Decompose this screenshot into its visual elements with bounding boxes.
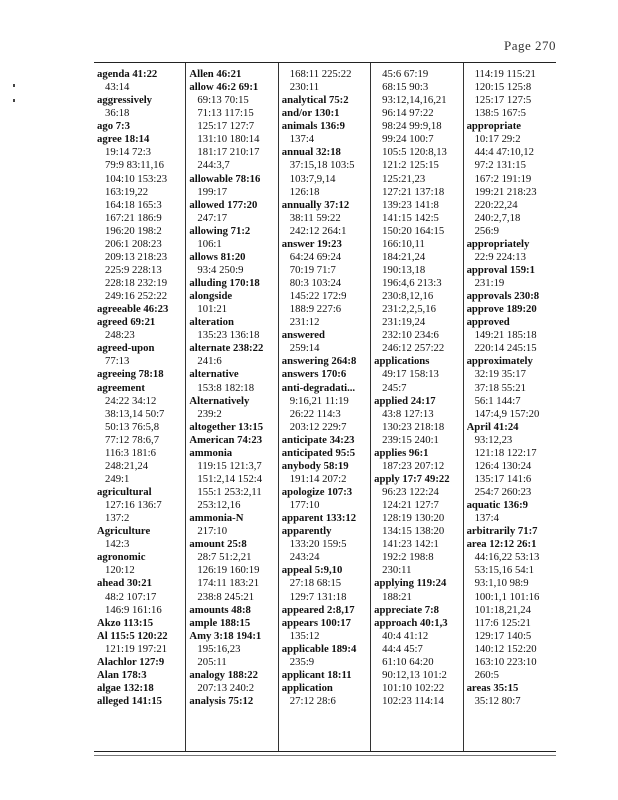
index-term: approved (466, 316, 510, 329)
page-line-refs: 79:9 83:11,16 (105, 159, 164, 172)
page-line-refs: 141:23 142:1 (382, 538, 439, 551)
page-line-refs: 230:11 (289, 81, 320, 94)
page-line-refs: 68:15 90:3 (382, 81, 429, 94)
page-line-refs: 120:12 (105, 564, 135, 577)
index-term: allowing 71:2 (189, 224, 251, 237)
page-line-refs: 256:9 (474, 224, 499, 237)
index-term: alteration (189, 316, 234, 329)
page-line-refs: 135:12 (289, 629, 320, 642)
page-line-refs: 125:17 127:7 (197, 120, 255, 133)
page-line-refs: 106:1 (197, 237, 222, 250)
page-line-refs: 192:2 198:8 (382, 551, 434, 564)
index-column-4 (371, 63, 463, 751)
page-line-refs: 188:21 (382, 590, 412, 603)
index-term: algae 132:18 (97, 681, 154, 694)
index-term: ahead 30:21 (97, 577, 152, 590)
index-term: alleged 141:15 (97, 695, 163, 707)
page-line-refs: 243:24 (289, 551, 320, 564)
index-term: American 74:23 (189, 433, 263, 446)
index-term: agreeing 78:18 (97, 368, 164, 381)
page-line-refs: 56:1 144:7 (474, 394, 521, 407)
page-line-refs: 49:17 158:13 (382, 368, 439, 381)
page-line-refs: 241:6 (197, 355, 222, 368)
index-term: arbitrarily 71:7 (466, 525, 538, 538)
index-term: annual 32:18 (281, 146, 341, 159)
index-term: aquatic 136:9 (466, 499, 529, 512)
page-line-refs: 93:1,10 98:9 (474, 577, 529, 590)
index-term: alluding 170:18 (189, 277, 260, 289)
page-line-refs: 188:9 227:6 (289, 303, 342, 316)
page-line-refs: 45:6 67:19 (382, 68, 429, 80)
index-term: alternative (189, 368, 239, 381)
page-line-refs: 230:11 (382, 564, 412, 577)
page-line-refs: 116:3 181:6 (105, 446, 156, 459)
index-term: annually 37:12 (281, 198, 350, 211)
index-term: apparently (281, 525, 332, 538)
index-term: answer 19:23 (281, 237, 342, 250)
page-line-refs: 196:4,6 213:3 (382, 277, 442, 289)
index-term: anybody 58:19 (281, 459, 349, 472)
page-line-refs: 130:23 218:18 (382, 420, 445, 433)
page-line-refs: 117:6 125:21 (474, 616, 531, 629)
page-line-refs: 248:23 (105, 329, 135, 342)
index-term: Agriculture (97, 525, 151, 538)
page-line-refs: 69:13 70:15 (197, 94, 249, 107)
bottom-rule (94, 755, 556, 756)
index-term: appeal 5:9,10 (281, 564, 343, 577)
index-term: apologize 107:3 (281, 486, 353, 498)
index-term: agenda 41:22 (97, 68, 158, 80)
page-line-refs: 231:19 (474, 277, 505, 289)
index-term: applies 96:1 (374, 446, 429, 459)
page-line-refs: 43:8 127:13 (382, 407, 434, 420)
page-line-refs: 99:24 100:7 (382, 133, 434, 146)
index-term: allowed 177:20 (189, 198, 258, 211)
page-line-refs: 100:1,1 101:16 (474, 590, 540, 603)
index-term: applied 24:17 (374, 394, 436, 407)
page-line-refs: 97:2 131:15 (474, 159, 526, 172)
page-line-refs: 242:12 264:1 (289, 224, 347, 237)
index-term: answering 264:8 (281, 355, 357, 368)
index-term: apparent 133:12 (281, 512, 357, 525)
index-term: appropriate (466, 120, 521, 133)
index-term: alternate 238:22 (189, 342, 264, 355)
page-line-refs: 140:12 152:20 (474, 642, 537, 655)
page-line-refs: 44:4 47:10,12 (474, 146, 534, 159)
page-line-refs: 129:7 131:18 (289, 590, 347, 603)
index-term: Alternatively (189, 394, 250, 407)
page-line-refs: 127:16 136:7 (105, 499, 162, 512)
page-line-refs: 102:23 114:14 (382, 695, 444, 707)
index-term: analytical 75:2 (281, 94, 349, 107)
page-line-refs: 50:13 76:5,8 (105, 420, 160, 433)
page-line-refs: 196:20 198:2 (105, 224, 162, 237)
page-line-refs: 142:3 (105, 538, 130, 551)
page-line-refs: 253:12,16 (197, 499, 241, 512)
page-line-refs: 209:13 218:23 (105, 250, 168, 263)
index-term: Alan 178:3 (97, 668, 147, 681)
page-line-refs: 101:21 (197, 303, 228, 316)
page-line-refs: 239:15 240:1 (382, 433, 439, 446)
page-line-refs: 249:1 (105, 472, 130, 485)
page-line-refs: 27:18 68:15 (289, 577, 342, 590)
index-term: agreement (97, 381, 145, 394)
index-term: and/or 130:1 (281, 107, 340, 120)
page-line-refs: 167:2 191:19 (474, 172, 532, 185)
page-line-refs: 64:24 69:24 (289, 250, 342, 263)
page-line-refs: 43:14 (105, 81, 130, 94)
page-line-refs: 119:15 121:3,7 (197, 459, 262, 472)
page-line-refs: 131:10 180:14 (197, 133, 260, 146)
index-term: appeared 2:8,17 (281, 603, 355, 616)
page-line-refs: 145:22 172:9 (289, 290, 347, 303)
index-term: allows 81:20 (189, 250, 246, 263)
page-line-refs: 217:10 (197, 525, 228, 538)
page-line-refs: 147:4,9 157:20 (474, 407, 540, 420)
page-line-refs: 77:12 78:6,7 (105, 433, 160, 446)
index-term: anticipate 34:23 (281, 433, 355, 446)
index-term: Alachlor 127:9 (97, 655, 165, 668)
index-term: altogether 13:15 (189, 420, 264, 433)
index-term: analysis 75:12 (189, 695, 254, 707)
index-term: agreed 69:21 (97, 316, 156, 329)
page-line-refs: 22:9 224:13 (474, 250, 526, 263)
page-line-refs: 121:2 125:15 (382, 159, 439, 172)
page-line-refs: 225:9 228:13 (105, 263, 162, 276)
page-line-refs: 80:3 103:24 (289, 277, 342, 289)
page-line-refs: 126:4 130:24 (474, 459, 532, 472)
page-line-refs: 26:22 114:3 (289, 407, 341, 420)
page-line-refs: 245:7 (382, 381, 407, 394)
page-line-refs: 37:18 55:21 (474, 381, 526, 394)
page-line-refs: 90:12,13 101:2 (382, 668, 447, 681)
page-line-refs: 101:18,21,24 (474, 603, 531, 616)
page-line-refs: 166:10,11 (382, 237, 425, 250)
page-line-refs: 244:3,7 (197, 159, 230, 172)
page-line-refs: 127:21 137:18 (382, 185, 445, 198)
index-term: agricultural (97, 486, 152, 498)
page-line-refs: 231:12 (289, 316, 320, 329)
index-term: apply 17:7 49:22 (374, 472, 450, 485)
index-term: allow 46:2 69:1 (189, 81, 259, 94)
page-line-refs: 96:14 97:22 (382, 107, 434, 120)
index-column-2 (186, 63, 278, 751)
page-line-refs: 10:17 29:2 (474, 133, 521, 146)
index-term: allowable 78:16 (189, 172, 261, 185)
page-line-refs: 36:18 (105, 107, 130, 120)
page-line-refs: 195:16,23 (197, 642, 241, 655)
index-term: analogy 188:22 (189, 668, 258, 681)
page-line-refs: 96:23 122:24 (382, 486, 439, 498)
page-line-refs: 247:17 (197, 211, 228, 224)
index-term: alongside (189, 290, 233, 303)
page-line-refs: 120:15 125:8 (474, 81, 532, 94)
index-term: areas 35:15 (466, 681, 519, 694)
index-term: approval 159:1 (466, 263, 535, 276)
page-line-refs: 150:20 164:15 (382, 224, 445, 237)
page-line-refs: 231:19,24 (382, 316, 426, 329)
page-line-refs: 228:18 232:19 (105, 277, 168, 289)
margin-mark (13, 99, 15, 102)
page-line-refs: 137:4 (289, 133, 315, 146)
page-line-refs: 61:10 64:20 (382, 655, 434, 668)
page-line-refs: 231:2,2,5,16 (382, 303, 436, 316)
index-term: applicable 189:4 (281, 642, 357, 655)
index-term: area 12:12 26:1 (466, 538, 537, 551)
page-line-refs: 125:21,23 (382, 172, 426, 185)
page-line-refs: 254:7 260:23 (474, 486, 532, 498)
index-column-3 (279, 63, 371, 751)
index-term: answers 170:6 (281, 368, 347, 381)
page-line-refs: 146:9 161:16 (105, 603, 162, 616)
page-line-refs: 93:12,23 (474, 433, 513, 446)
index-term: ago 7:3 (97, 120, 130, 133)
index-column-1 (94, 63, 186, 751)
page-line-refs: 155:1 253:2,11 (197, 486, 262, 498)
page-line-refs: 174:11 183:21 (197, 577, 260, 590)
page-line-refs: 44:4 45:7 (382, 642, 423, 655)
page-line-refs: 135:23 136:18 (197, 329, 260, 342)
page-line-refs: 128:19 130:20 (382, 512, 445, 525)
page-line-refs: 137:2 (105, 512, 130, 525)
index-term: agronomic (97, 551, 146, 564)
page-line-refs: 259:14 (289, 342, 320, 355)
page-line-refs: 114:19 115:21 (474, 68, 536, 80)
page-line-refs: 164:18 165:3 (105, 198, 162, 211)
page-line-refs: 191:14 207:2 (289, 472, 347, 485)
page-line-refs: 139:23 141:8 (382, 198, 439, 211)
page-line-refs: 163:19,22 (105, 185, 149, 198)
index-term: approach 40:1,3 (374, 616, 448, 629)
page-line-refs: 149:21 185:18 (474, 329, 537, 342)
page-line-refs: 135:17 141:6 (474, 472, 532, 485)
page-line-refs: 235:9 (289, 655, 315, 668)
page-line-refs: 232:10 234:6 (382, 329, 439, 342)
index-term: amount 25:8 (189, 538, 247, 551)
index-term: applicant 18:11 (281, 668, 352, 681)
page-line-refs: 205:11 (197, 655, 227, 668)
page-line-refs: 121:19 197:21 (105, 642, 168, 655)
page-line-refs: 187:23 207:12 (382, 459, 445, 472)
index-term: application (281, 681, 333, 694)
index-term: Allen 46:21 (189, 68, 242, 80)
page-line-refs: 93:4 250:9 (197, 263, 244, 276)
page-line-refs: 101:10 102:22 (382, 681, 445, 694)
index-term: approximately (466, 355, 533, 368)
page-line-refs: 153:8 182:18 (197, 381, 255, 394)
page-line-refs: 151:2,14 152:4 (197, 472, 263, 485)
page-line-refs: 125:17 127:5 (474, 94, 532, 107)
page-line-refs: 246:12 257:22 (382, 342, 445, 355)
page-line-refs: 206:1 208:23 (105, 237, 162, 250)
page-line-refs: 121:18 122:17 (474, 446, 537, 459)
page-line-refs: 248:21,24 (105, 459, 149, 472)
page-line-refs: 24:22 34:12 (105, 394, 157, 407)
page-line-refs: 32:19 35:17 (474, 368, 526, 381)
index-term: Al 115:5 120:22 (97, 629, 168, 642)
index-term: ammonia (189, 446, 233, 459)
index-term: appears 100:17 (281, 616, 351, 629)
page-line-refs: 220:22,24 (474, 198, 518, 211)
index-term: agreeable 46:23 (97, 303, 169, 316)
page-line-refs: 40:4 41:12 (382, 629, 429, 642)
page-line-refs: 104:10 153:23 (105, 172, 168, 185)
index-term: approvals 230:8 (466, 290, 540, 303)
page-line-refs: 53:15,16 54:1 (474, 564, 534, 577)
page-line-refs: 93:12,14,16,21 (382, 94, 447, 107)
page-line-refs: 168:11 225:22 (289, 68, 352, 80)
margin-mark (13, 84, 15, 87)
page-line-refs: 77:13 (105, 355, 130, 368)
page-line-refs: 37:15,18 103:5 (289, 159, 355, 172)
page-number: Page 270 (503, 38, 556, 53)
page-line-refs: 190:13,18 (382, 263, 426, 276)
index-term: appreciate 7:8 (374, 603, 439, 616)
index-term: Akzo 113:15 (97, 616, 154, 629)
index-column-5 (464, 63, 556, 751)
page-line-refs: 141:15 142:5 (382, 211, 439, 224)
page-line-refs: 137:4 (474, 512, 499, 525)
page-line-refs: 238:8 245:21 (197, 590, 255, 603)
index-term: anti-degradati... (281, 381, 356, 394)
page-line-refs: 126:18 (289, 185, 320, 198)
index-term: appropriately (466, 237, 530, 250)
page-line-refs: 98:24 99:9,18 (382, 120, 442, 133)
page-line-refs: 249:16 252:22 (105, 290, 168, 303)
page-line-refs: 71:13 117:15 (197, 107, 254, 120)
word-index-table (94, 62, 556, 752)
index-term: Amy 3:18 194:1 (189, 629, 262, 642)
page-line-refs: 44:16,22 53:13 (474, 551, 540, 564)
page-line-refs: 134:15 138:20 (382, 525, 445, 538)
page-line-refs: 199:21 218:23 (474, 185, 537, 198)
page-line-refs: 19:14 72:3 (105, 146, 152, 159)
page-line-refs: 203:12 229:7 (289, 420, 347, 433)
page-line-refs: 103:7,9,14 (289, 172, 336, 185)
page-line-refs: 230:8,12,16 (382, 290, 434, 303)
index-term: applying 119:24 (374, 577, 447, 590)
index-term: April 41:24 (466, 420, 519, 433)
page-line-refs: 28:7 51:2,21 (197, 551, 252, 564)
index-term: agree 18:14 (97, 133, 150, 146)
index-term: animals 136:9 (281, 120, 346, 133)
page-line-refs: 38:11 59:22 (289, 211, 341, 224)
page-line-refs: 27:12 28:6 (289, 695, 336, 707)
page-line-refs: 239:2 (197, 407, 222, 420)
index-term: ample 188:15 (189, 616, 251, 629)
index-term: approve 189:20 (466, 303, 537, 316)
index-term: anticipated 95:5 (281, 446, 356, 459)
index-term: aggressively (97, 94, 153, 107)
page-line-refs: 207:13 240:2 (197, 681, 255, 694)
page-line-refs: 126:19 160:19 (197, 564, 260, 577)
page-line-refs: 129:17 140:5 (474, 629, 532, 642)
index-term: agreed-upon (97, 342, 155, 355)
page-line-refs: 181:17 210:17 (197, 146, 260, 159)
page-line-refs: 70:19 71:7 (289, 263, 336, 276)
page-line-refs: 184:21,24 (382, 250, 426, 263)
page-line-refs: 199:17 (197, 185, 228, 198)
page-line-refs: 240:2,7,18 (474, 211, 521, 224)
index-term: answered (281, 329, 325, 342)
page-line-refs: 163:10 223:10 (474, 655, 537, 668)
page-line-refs: 105:5 120:8,13 (382, 146, 447, 159)
page-line-refs: 38:13,14 50:7 (105, 407, 165, 420)
page-line-refs: 260:5 (474, 668, 499, 681)
page-line-refs: 124:21 127:7 (382, 499, 439, 512)
page-line-refs: 177:10 (289, 499, 320, 512)
index-term: applications (374, 355, 430, 368)
page-line-refs: 35:12 80:7 (474, 695, 521, 707)
index-term: amounts 48:8 (189, 603, 251, 616)
index-term: ammonia-N (189, 512, 244, 525)
page-line-refs: 9:16,21 11:19 (289, 394, 349, 407)
page-line-refs: 167:21 186:9 (105, 211, 162, 224)
page-line-refs: 138:5 167:5 (474, 107, 526, 120)
page-line-refs: 48:2 107:17 (105, 590, 157, 603)
page-line-refs: 133:20 159:5 (289, 538, 347, 551)
page-line-refs: 220:14 245:15 (474, 342, 537, 355)
